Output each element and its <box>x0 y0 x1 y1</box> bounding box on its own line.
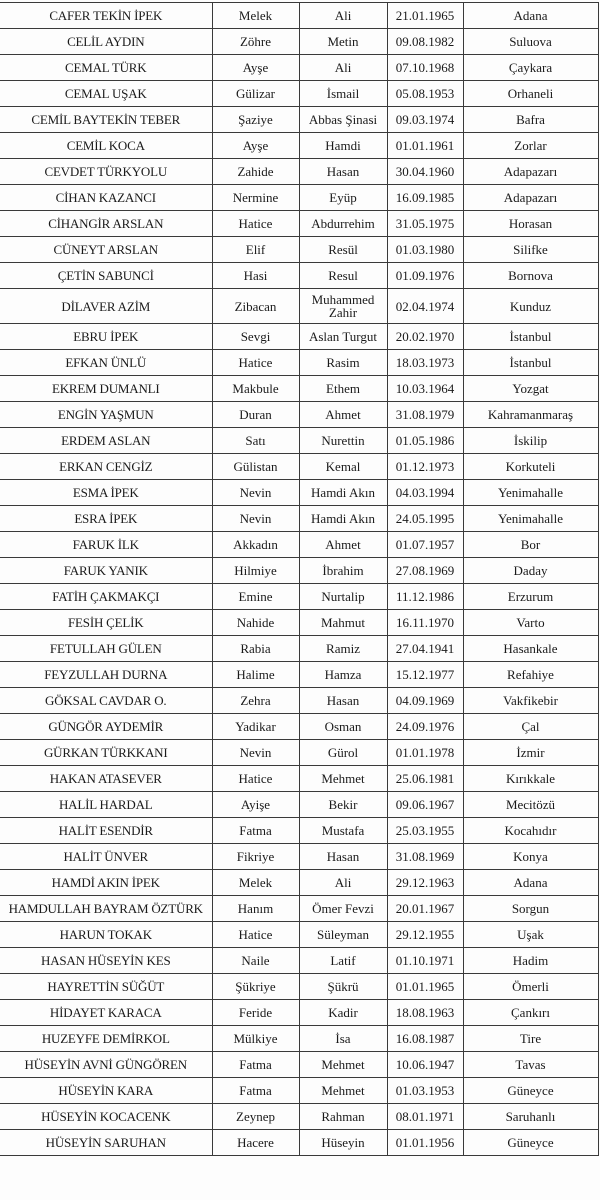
full-name-cell: HÜSEYİN AVNİ GÜNGÖREN <box>0 1052 212 1078</box>
father-name-cell: Osman <box>299 714 387 740</box>
birth-date-cell: 08.01.1971 <box>387 1104 463 1130</box>
birth-date-cell: 27.04.1941 <box>387 636 463 662</box>
mother-name-cell: Nevin <box>212 480 299 506</box>
birth-date-cell: 01.01.1978 <box>387 740 463 766</box>
birth-date-cell: 01.10.1971 <box>387 948 463 974</box>
mother-name-cell: Naile <box>212 948 299 974</box>
mother-name-cell: Fatma <box>212 818 299 844</box>
birth-place-cell: Sorgun <box>463 896 598 922</box>
table-row <box>0 844 598 870</box>
birth-place-cell: Korkuteli <box>463 454 598 480</box>
birth-place-cell: Konya <box>463 844 598 870</box>
table-row <box>0 1000 598 1026</box>
mother-name-cell: Melek <box>212 3 299 29</box>
father-name-cell: Hasan <box>299 159 387 185</box>
table-row <box>0 107 598 133</box>
father-name-cell: İbrahim <box>299 558 387 584</box>
mother-name-cell: Ayşe <box>212 55 299 81</box>
mother-name-cell: Rabia <box>212 636 299 662</box>
mother-name-cell: Mülkiye <box>212 1026 299 1052</box>
table-row <box>0 324 598 350</box>
table-row <box>0 688 598 714</box>
birth-place-cell: Kahramanmaraş <box>463 402 598 428</box>
full-name-cell: HALİT ÜNVER <box>0 844 212 870</box>
mother-name-cell: Hatice <box>212 766 299 792</box>
mother-name-cell: Hatice <box>212 350 299 376</box>
mother-name-cell: Hanım <box>212 896 299 922</box>
father-name-cell: Ali <box>299 55 387 81</box>
father-name-cell: Aslan Turgut <box>299 324 387 350</box>
father-name-cell: Resül <box>299 237 387 263</box>
father-name-cell: Ahmet <box>299 402 387 428</box>
birth-place-cell: İskilip <box>463 428 598 454</box>
birth-place-cell: Daday <box>463 558 598 584</box>
full-name-cell: GÜNGÖR AYDEMİR <box>0 714 212 740</box>
full-name-cell: HAMDULLAH BAYRAM ÖZTÜRK <box>0 896 212 922</box>
birth-date-cell: 11.12.1986 <box>387 584 463 610</box>
table-body <box>0 3 598 1156</box>
birth-place-cell: İstanbul <box>463 324 598 350</box>
birth-date-cell: 31.05.1975 <box>387 211 463 237</box>
father-name-cell: Hasan <box>299 688 387 714</box>
full-name-cell: ERDEM ASLAN <box>0 428 212 454</box>
mother-name-cell: Hatice <box>212 211 299 237</box>
birth-date-cell: 16.08.1987 <box>387 1026 463 1052</box>
mother-name-cell: Gülistan <box>212 454 299 480</box>
full-name-cell: HASAN HÜSEYİN KES <box>0 948 212 974</box>
mother-name-cell: Satı <box>212 428 299 454</box>
father-name-cell: Hamdi Akın <box>299 480 387 506</box>
mother-name-cell: Nahide <box>212 610 299 636</box>
birth-place-cell: Suluova <box>463 29 598 55</box>
father-name-cell: Mahmut <box>299 610 387 636</box>
birth-date-cell: 25.03.1955 <box>387 818 463 844</box>
table-row <box>0 428 598 454</box>
full-name-cell: HALİT ESENDİR <box>0 818 212 844</box>
birth-date-cell: 15.12.1977 <box>387 662 463 688</box>
full-name-cell: CİHANGİR ARSLAN <box>0 211 212 237</box>
birth-place-cell: Horasan <box>463 211 598 237</box>
mother-name-cell: Şaziye <box>212 107 299 133</box>
birth-date-cell: 09.03.1974 <box>387 107 463 133</box>
table-row <box>0 480 598 506</box>
table-row <box>0 818 598 844</box>
birth-place-cell: Ömerli <box>463 974 598 1000</box>
mother-name-cell: Fikriye <box>212 844 299 870</box>
birth-place-cell: Kırıkkale <box>463 766 598 792</box>
table-row <box>0 870 598 896</box>
birth-place-cell: Refahiye <box>463 662 598 688</box>
birth-date-cell: 01.01.1956 <box>387 1130 463 1156</box>
full-name-cell: CEMİL KOCA <box>0 133 212 159</box>
table-row <box>0 263 598 289</box>
birth-date-cell: 02.04.1974 <box>387 289 463 324</box>
father-name-cell: Hamza <box>299 662 387 688</box>
full-name-cell: DİLAVER AZİM <box>0 289 212 324</box>
birth-place-cell: Tire <box>463 1026 598 1052</box>
birth-place-cell: Çal <box>463 714 598 740</box>
father-name-cell: Nurettin <box>299 428 387 454</box>
mother-name-cell: Duran <box>212 402 299 428</box>
mother-name-cell: Gülizar <box>212 81 299 107</box>
birth-place-cell: Vakfikebir <box>463 688 598 714</box>
table-row <box>0 1052 598 1078</box>
full-name-cell: EFKAN ÜNLÜ <box>0 350 212 376</box>
father-name-cell: Nurtalip <box>299 584 387 610</box>
birth-place-cell: Saruhanlı <box>463 1104 598 1130</box>
birth-date-cell: 01.03.1953 <box>387 1078 463 1104</box>
full-name-cell: CEMAL UŞAK <box>0 81 212 107</box>
table-row <box>0 3 598 29</box>
birth-place-cell: Çankırı <box>463 1000 598 1026</box>
father-name-cell: Abbas Şinasi <box>299 107 387 133</box>
father-name-cell: Latif <box>299 948 387 974</box>
table-row <box>0 211 598 237</box>
birth-place-cell: İstanbul <box>463 350 598 376</box>
full-name-cell: ESRA İPEK <box>0 506 212 532</box>
father-name-cell: Bekir <box>299 792 387 818</box>
father-name-cell: Mehmet <box>299 1052 387 1078</box>
father-name-cell: Kadir <box>299 1000 387 1026</box>
birth-date-cell: 20.02.1970 <box>387 324 463 350</box>
birth-place-cell: Çaykara <box>463 55 598 81</box>
table-row <box>0 1078 598 1104</box>
birth-date-cell: 24.05.1995 <box>387 506 463 532</box>
mother-name-cell: Zibacan <box>212 289 299 324</box>
father-name-cell: İsmail <box>299 81 387 107</box>
full-name-cell: CEMAL TÜRK <box>0 55 212 81</box>
full-name-cell: FATİH ÇAKMAKÇI <box>0 584 212 610</box>
birth-date-cell: 27.08.1969 <box>387 558 463 584</box>
mother-name-cell: Ayşe <box>212 133 299 159</box>
mother-name-cell: Ayişe <box>212 792 299 818</box>
table-row <box>0 922 598 948</box>
mother-name-cell: Nermine <box>212 185 299 211</box>
table-row <box>0 792 598 818</box>
full-name-cell: GÖKSAL CAVDAR O. <box>0 688 212 714</box>
father-name-cell: Mehmet <box>299 1078 387 1104</box>
mother-name-cell: Şükriye <box>212 974 299 1000</box>
table-row <box>0 1104 598 1130</box>
father-name-cell: Ali <box>299 870 387 896</box>
birth-date-cell: 01.01.1965 <box>387 974 463 1000</box>
mother-name-cell: Nevin <box>212 506 299 532</box>
father-name-cell: Ömer Fevzi <box>299 896 387 922</box>
birth-place-cell: Hadim <box>463 948 598 974</box>
mother-name-cell: Yadikar <box>212 714 299 740</box>
birth-date-cell: 10.06.1947 <box>387 1052 463 1078</box>
full-name-cell: CEMİL BAYTEKİN TEBER <box>0 107 212 133</box>
birth-date-cell: 20.01.1967 <box>387 896 463 922</box>
table-row <box>0 55 598 81</box>
birth-place-cell: Uşak <box>463 922 598 948</box>
mother-name-cell: Makbule <box>212 376 299 402</box>
full-name-cell: FEYZULLAH DURNA <box>0 662 212 688</box>
full-name-cell: HAMDİ AKIN İPEK <box>0 870 212 896</box>
birth-date-cell: 16.09.1985 <box>387 185 463 211</box>
father-name-cell: Şükrü <box>299 974 387 1000</box>
birth-place-cell: Bafra <box>463 107 598 133</box>
full-name-cell: EBRU İPEK <box>0 324 212 350</box>
birth-place-cell: Adapazarı <box>463 185 598 211</box>
table-row <box>0 289 598 324</box>
birth-date-cell: 09.08.1982 <box>387 29 463 55</box>
birth-date-cell: 30.04.1960 <box>387 159 463 185</box>
birth-date-cell: 01.07.1957 <box>387 532 463 558</box>
birth-place-cell: Zorlar <box>463 133 598 159</box>
father-name-cell: Mehmet <box>299 766 387 792</box>
birth-date-cell: 01.03.1980 <box>387 237 463 263</box>
mother-name-cell: Zöhre <box>212 29 299 55</box>
birth-date-cell: 25.06.1981 <box>387 766 463 792</box>
father-name-cell: Hasan <box>299 844 387 870</box>
full-name-cell: HİDAYET KARACA <box>0 1000 212 1026</box>
birth-place-cell: Kunduz <box>463 289 598 324</box>
table-row <box>0 896 598 922</box>
birth-place-cell: Mecitözü <box>463 792 598 818</box>
full-name-cell: ENGİN YAŞMUN <box>0 402 212 428</box>
birth-date-cell: 04.03.1994 <box>387 480 463 506</box>
birth-date-cell: 01.12.1973 <box>387 454 463 480</box>
person-list-table <box>0 2 599 1156</box>
table-row <box>0 454 598 480</box>
birth-date-cell: 01.05.1986 <box>387 428 463 454</box>
birth-place-cell: Kocahıdır <box>463 818 598 844</box>
birth-date-cell: 09.06.1967 <box>387 792 463 818</box>
table-row <box>0 948 598 974</box>
birth-date-cell: 18.08.1963 <box>387 1000 463 1026</box>
full-name-cell: ÇETİN SABUNCİ <box>0 263 212 289</box>
birth-date-cell: 07.10.1968 <box>387 55 463 81</box>
father-name-cell: Rasim <box>299 350 387 376</box>
mother-name-cell: Zehra <box>212 688 299 714</box>
father-name-cell: Ramiz <box>299 636 387 662</box>
full-name-cell: HARUN TOKAK <box>0 922 212 948</box>
birth-place-cell: Güneyce <box>463 1078 598 1104</box>
mother-name-cell: Nevin <box>212 740 299 766</box>
table-row <box>0 376 598 402</box>
father-name-cell: Eyüp <box>299 185 387 211</box>
birth-place-cell: Erzurum <box>463 584 598 610</box>
father-name-cell: Süleyman <box>299 922 387 948</box>
table-row <box>0 29 598 55</box>
father-name-cell: Ahmet <box>299 532 387 558</box>
mother-name-cell: Sevgi <box>212 324 299 350</box>
table-row <box>0 185 598 211</box>
birth-place-cell: Yozgat <box>463 376 598 402</box>
full-name-cell: ESMA İPEK <box>0 480 212 506</box>
mother-name-cell: Fatma <box>212 1052 299 1078</box>
birth-place-cell: Yenimahalle <box>463 506 598 532</box>
full-name-cell: GÜRKAN TÜRKKANI <box>0 740 212 766</box>
birth-date-cell: 21.01.1965 <box>387 3 463 29</box>
table-row <box>0 402 598 428</box>
mother-name-cell: Emine <box>212 584 299 610</box>
birth-place-cell: Adapazarı <box>463 159 598 185</box>
birth-date-cell: 31.08.1979 <box>387 402 463 428</box>
table-row <box>0 81 598 107</box>
mother-name-cell: Elif <box>212 237 299 263</box>
full-name-cell: FESİH ÇELİK <box>0 610 212 636</box>
full-name-cell: HÜSEYİN KOCACENK <box>0 1104 212 1130</box>
full-name-cell: ERKAN CENGİZ <box>0 454 212 480</box>
full-name-cell: CELİL AYDIN <box>0 29 212 55</box>
table-row <box>0 558 598 584</box>
father-name-cell: Hamdi Akın <box>299 506 387 532</box>
birth-place-cell: Adana <box>463 3 598 29</box>
birth-date-cell: 29.12.1963 <box>387 870 463 896</box>
table-row <box>0 237 598 263</box>
birth-date-cell: 01.01.1961 <box>387 133 463 159</box>
table-row <box>0 714 598 740</box>
birth-place-cell: İzmir <box>463 740 598 766</box>
table-row <box>0 350 598 376</box>
document-table-container <box>0 2 598 1156</box>
father-name-cell: Gürol <box>299 740 387 766</box>
birth-place-cell: Güneyce <box>463 1130 598 1156</box>
table-row <box>0 584 598 610</box>
birth-date-cell: 29.12.1955 <box>387 922 463 948</box>
mother-name-cell: Akkadın <box>212 532 299 558</box>
birth-date-cell: 31.08.1969 <box>387 844 463 870</box>
birth-place-cell: Hasankale <box>463 636 598 662</box>
father-name-cell: Hamdi <box>299 133 387 159</box>
full-name-cell: FETULLAH GÜLEN <box>0 636 212 662</box>
table-row <box>0 159 598 185</box>
table-row <box>0 506 598 532</box>
birth-date-cell: 04.09.1969 <box>387 688 463 714</box>
full-name-cell: EKREM DUMANLI <box>0 376 212 402</box>
mother-name-cell: Hacere <box>212 1130 299 1156</box>
birth-place-cell: Silifke <box>463 237 598 263</box>
mother-name-cell: Fatma <box>212 1078 299 1104</box>
mother-name-cell: Hilmiye <box>212 558 299 584</box>
table-row <box>0 610 598 636</box>
birth-place-cell: Varto <box>463 610 598 636</box>
birth-date-cell: 24.09.1976 <box>387 714 463 740</box>
mother-name-cell: Hasi <box>212 263 299 289</box>
father-name-cell: Resul <box>299 263 387 289</box>
father-name-cell: Mustafa <box>299 818 387 844</box>
birth-place-cell: Bornova <box>463 263 598 289</box>
birth-date-cell: 05.08.1953 <box>387 81 463 107</box>
full-name-cell: CÜNEYT ARSLAN <box>0 237 212 263</box>
father-name-cell: Rahman <box>299 1104 387 1130</box>
birth-place-cell: Yenimahalle <box>463 480 598 506</box>
table-row <box>0 133 598 159</box>
birth-place-cell: Bor <box>463 532 598 558</box>
father-name-cell: Metin <box>299 29 387 55</box>
table-row <box>0 1026 598 1052</box>
mother-name-cell: Hatice <box>212 922 299 948</box>
table-row <box>0 1130 598 1156</box>
full-name-cell: CEVDET TÜRKYOLU <box>0 159 212 185</box>
full-name-cell: CAFER TEKİN İPEK <box>0 3 212 29</box>
mother-name-cell: Feride <box>212 1000 299 1026</box>
full-name-cell: CİHAN KAZANCI <box>0 185 212 211</box>
father-name-cell: Ali <box>299 3 387 29</box>
table-row <box>0 766 598 792</box>
father-name-cell: Kemal <box>299 454 387 480</box>
table-row <box>0 532 598 558</box>
full-name-cell: HAYRETTİN SÜĞÜT <box>0 974 212 1000</box>
birth-date-cell: 18.03.1973 <box>387 350 463 376</box>
full-name-cell: FARUK İLK <box>0 532 212 558</box>
mother-name-cell: Zeynep <box>212 1104 299 1130</box>
full-name-cell: HALİL HARDAL <box>0 792 212 818</box>
mother-name-cell: Melek <box>212 870 299 896</box>
full-name-cell: HÜSEYİN SARUHAN <box>0 1130 212 1156</box>
full-name-cell: HÜSEYİN KARA <box>0 1078 212 1104</box>
table-row <box>0 636 598 662</box>
table-row <box>0 662 598 688</box>
table-row <box>0 740 598 766</box>
table-row <box>0 974 598 1000</box>
birth-place-cell: Adana <box>463 870 598 896</box>
father-name-cell: Ethem <box>299 376 387 402</box>
full-name-cell: HAKAN ATASEVER <box>0 766 212 792</box>
birth-date-cell: 10.03.1964 <box>387 376 463 402</box>
father-name-cell: Muhammed Zahir <box>299 289 387 324</box>
birth-date-cell: 16.11.1970 <box>387 610 463 636</box>
full-name-cell: HUZEYFE DEMİRKOL <box>0 1026 212 1052</box>
father-name-cell: Hüseyin <box>299 1130 387 1156</box>
birth-date-cell: 01.09.1976 <box>387 263 463 289</box>
father-name-cell: İsa <box>299 1026 387 1052</box>
mother-name-cell: Zahide <box>212 159 299 185</box>
mother-name-cell: Halime <box>212 662 299 688</box>
birth-place-cell: Orhaneli <box>463 81 598 107</box>
birth-place-cell: Tavas <box>463 1052 598 1078</box>
father-name-cell: Abdurrehim <box>299 211 387 237</box>
full-name-cell: FARUK YANIK <box>0 558 212 584</box>
